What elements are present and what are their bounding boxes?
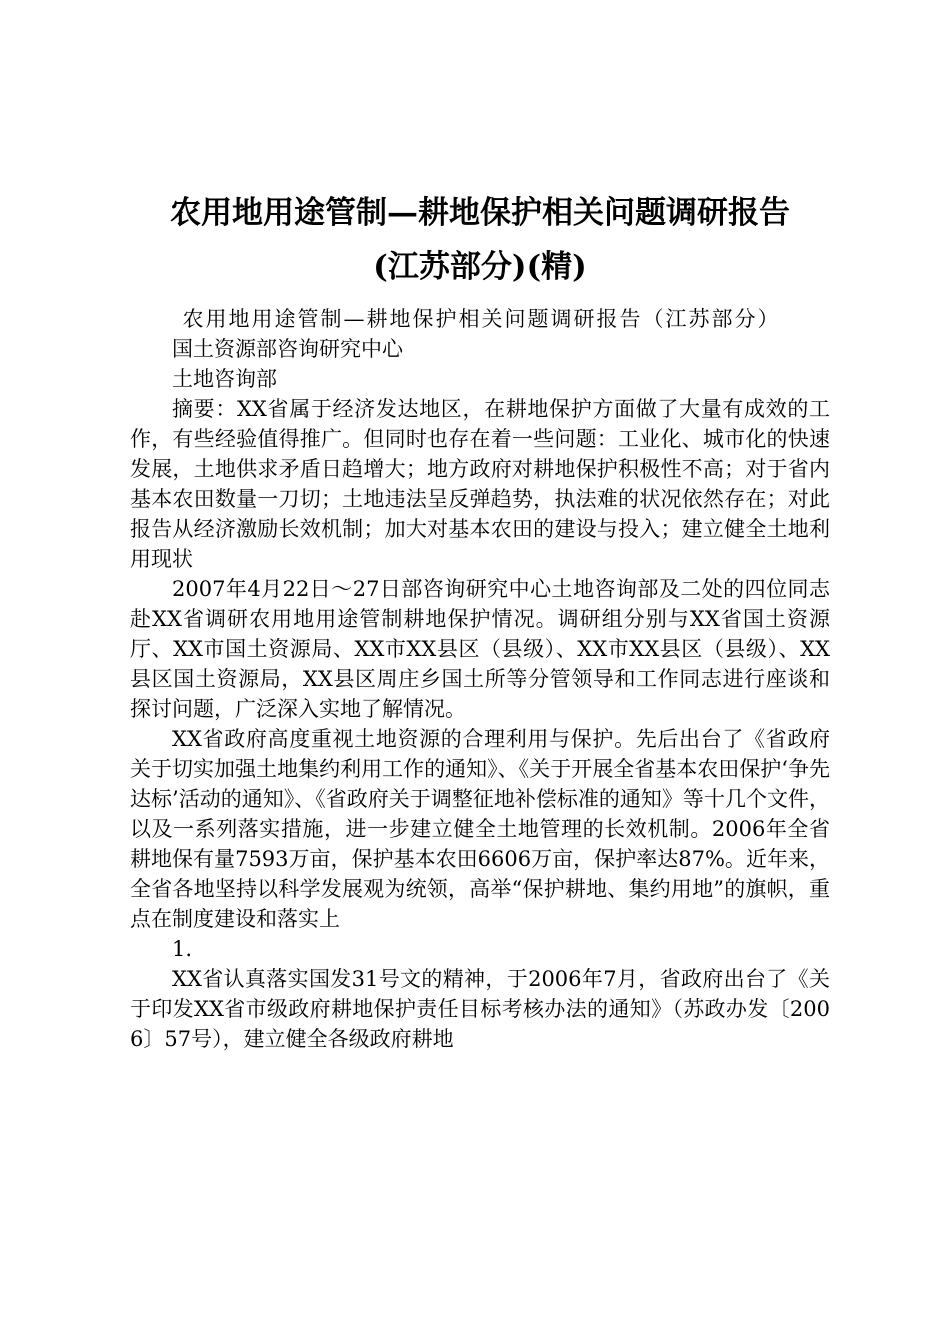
body-paragraph: XX省政府高度重视土地资源的合理利用与保护。先后出台了《省政府关于切实加强土地集约利用工作的通知》、《关于开展全省基本农田保护‘争先达标’活动的通知》、《省政府关于调整征地补偿标准的通知》等十几个文件，以及一系列落实措施，进一步建立健全土地管理的长效机制。2006年全省耕地保有量7593万亩，保护基本农田6606万亩，保护率达87%。近年来，全省各地坚持以科学发展观为统领，高举“保护耕地、集约用地”的旗帜，重点在制度建设和落实上 [130,727,830,931]
document-title [130,186,830,294]
organization-line: 国土资源部咨询研究中心 [172,337,403,361]
document-page [130,186,830,1054]
department-line: 土地咨询部 [172,367,277,391]
section-number: 1. [172,937,193,961]
subtitle-paragraph: 农用地用途管制—耕地保护相关问题调研报告（江苏部分） [182,307,781,331]
body-paragraph: 2007年4月22日～27日部咨询研究中心土地咨询部及二处的四位同志赴XX省调研农用地用途管制耕地保护情况。调研组分别与XX省国土资源厅、XX市国土资源局、XX市XX县区（县级）、XX市XX县区（县级）、XX县区国土资源局，XX县区周庄乡国土所等分管领导和工作同志进行座谈和探讨问题，广泛深入实地了解情况。 [130,577,830,721]
body-paragraph: XX省认真落实国发31号文的精神，于2006年7月，省政府出台了《关于印发XX省市级政府耕地保护责任目标考核办法的通知》（苏政办发〔2006〕57号），建立健全各级政府耕地 [130,967,830,1051]
title-line-1: 农用地用途管制—耕地保护相关问题调研报告 [170,195,790,231]
abstract-paragraph: 摘要：XX省属于经济发达地区，在耕地保护方面做了大量有成效的工作，有些经验值得推广。但同时也存在着一些问题：工业化、城市化的快速发展，土地供求矛盾日趋增大；地方政府对耕地保护积极性不高；对于省内基本农田数量一刀切；土地违法呈反弹趋势，执法难的状况依然存在；对此报告从经济激励长效机制；加大对基本农田的建设与投入；建立健全土地利用现状 [130,397,830,571]
document-body [130,304,830,1054]
title-line-2: (江苏部分)(精) [373,249,587,285]
